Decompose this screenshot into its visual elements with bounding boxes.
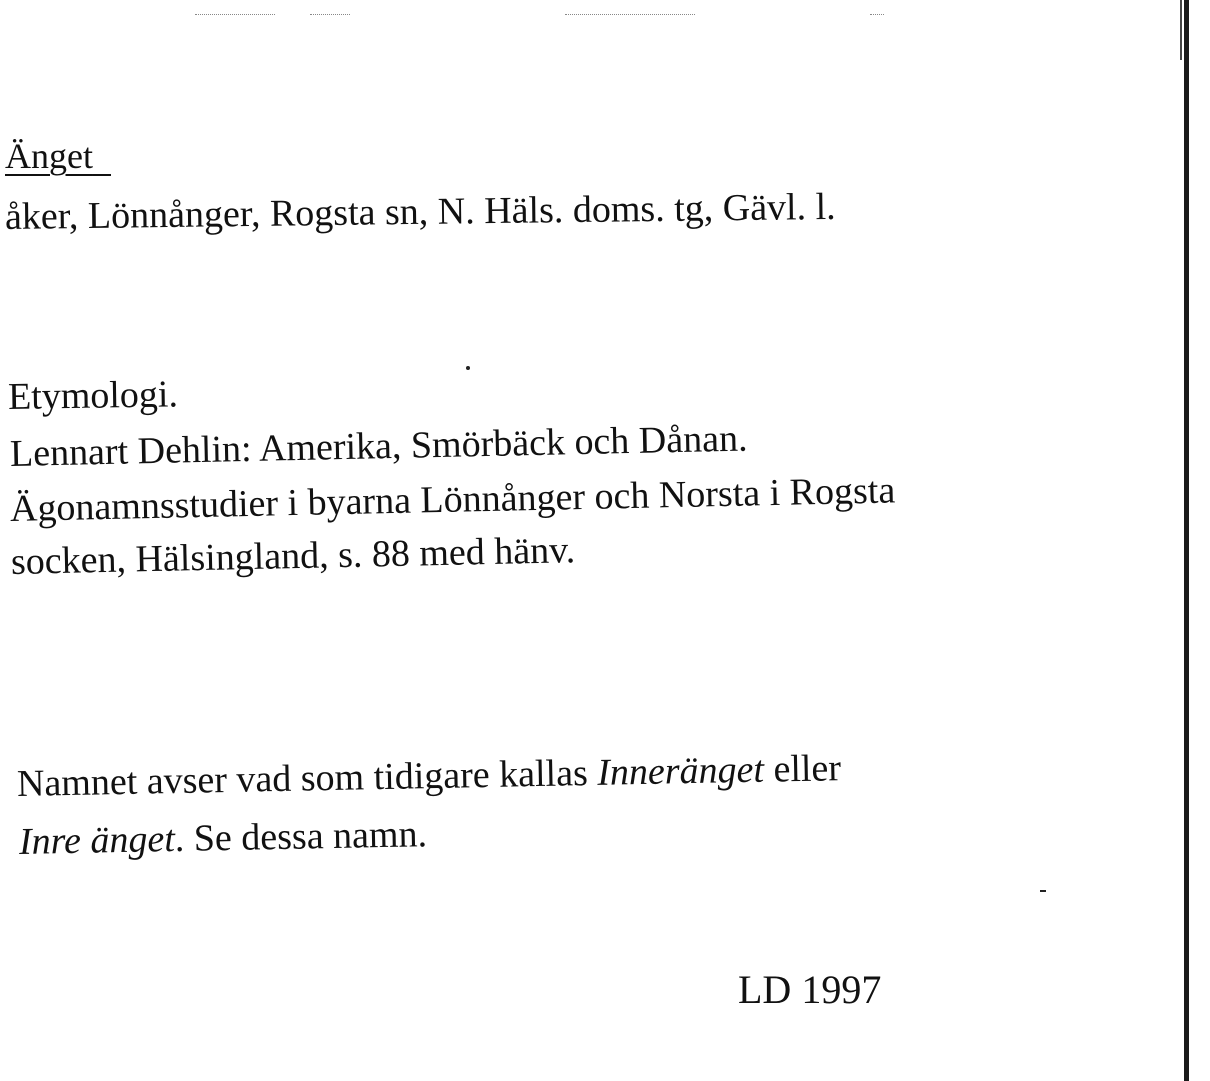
card-edge-top	[1180, 0, 1182, 60]
note-place-name: Inneränget	[596, 748, 765, 794]
etymology-line-3: socken, Hälsingland, s. 88 med hänv.	[10, 529, 576, 583]
etymology-line-2: Ägonamnsstudier i byarna Lönnånger och Norsta i Rogsta	[9, 469, 896, 530]
note-text: . Se dessa namn.	[174, 813, 428, 861]
card-edge	[1184, 0, 1189, 1081]
signature: LD 1997	[738, 967, 882, 1012]
scan-speck	[466, 366, 470, 370]
etymology-heading: Etymologi.	[7, 373, 179, 418]
scan-noise	[870, 14, 884, 16]
scan-noise	[310, 14, 350, 16]
note-line-2	[19, 815, 428, 861]
note-text: eller	[763, 747, 842, 791]
note-text: Namnet avser vad som tidigare kallas	[16, 751, 598, 805]
note-line-1	[17, 749, 842, 803]
scan-speck	[1040, 890, 1046, 892]
scan-noise	[565, 14, 695, 16]
etymology-line-1: Lennart Dehlin: Amerika, Smörbäck och Dånan.	[9, 417, 748, 475]
scan-noise	[195, 14, 275, 16]
note-place-name: Inre änget	[18, 818, 176, 863]
headword: Änget	[5, 138, 111, 176]
entry-line: åker, Lönnånger, Rogsta sn, N. Häls. doms. tg, Gävl. l.	[4, 185, 836, 238]
